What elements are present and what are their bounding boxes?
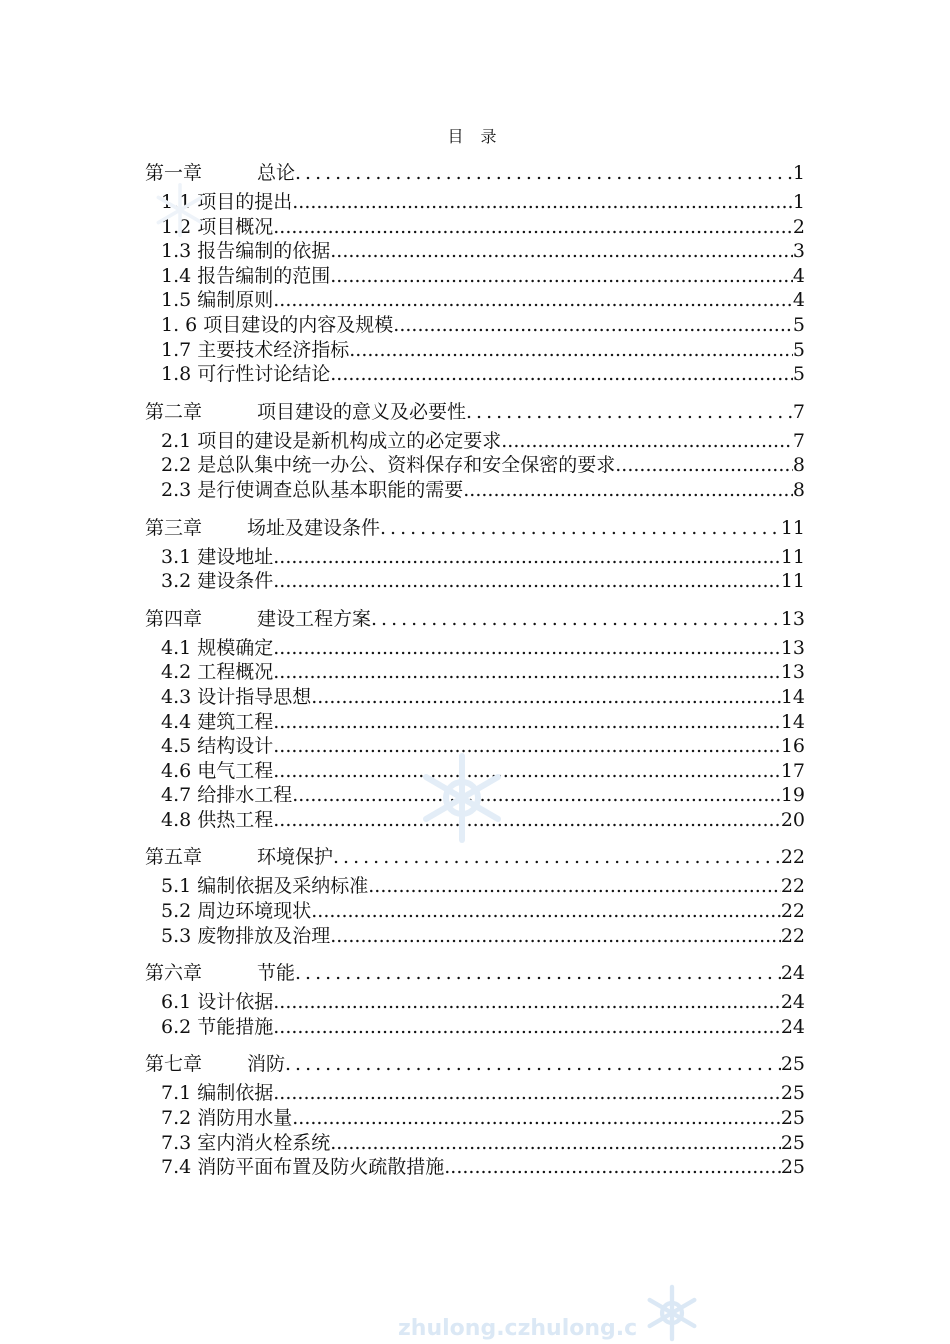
toc-chapter-entry[interactable] [145,602,805,636]
toc-leader-dots [295,956,781,990]
toc-section-entry[interactable] [145,660,805,685]
watermark-snowflake-icon [640,1282,704,1344]
toc-chapter-number: 第一章 [145,162,203,184]
toc-chapter-title: 环境保护 [257,846,334,869]
page-title: 目 录 [447,127,503,146]
toc-leader-dots [273,215,793,240]
toc-leader-dots [501,429,793,454]
toc-page-number: 3 [792,240,805,263]
toc-section-title: 2.3 是行使调查总队基本职能的需要 [161,478,464,501]
toc-page-number: 25 [780,1156,805,1179]
toc-section-entry[interactable] [145,215,805,240]
toc-chapter-label [145,840,333,874]
toc-section-title: 6.1 设计依据 [161,991,274,1014]
toc-page-number: 22 [780,900,805,923]
toc-section-entry[interactable] [145,313,805,338]
toc-leader-dots [273,734,781,759]
toc-chapter-label [145,1047,285,1081]
toc-leader-dots [349,338,793,363]
toc-leader-dots [330,362,793,387]
toc-gap [145,503,805,511]
toc-section-entry[interactable] [145,1081,805,1106]
toc-section-title: 4.8 供热工程 [161,808,274,831]
toc-section-entry[interactable] [145,874,805,899]
toc-section-entry[interactable] [145,239,805,264]
toc-chapter-number: 第五章 [145,846,203,869]
toc-section-entry[interactable] [145,338,805,363]
toc-chapter-title: 建设工程方案 [257,607,372,630]
toc-section-entry[interactable] [145,264,805,289]
toc-page-number: 13 [780,636,805,659]
toc-section-title: 4.2 工程概况 [161,661,274,684]
toc-leader-dots [273,569,781,594]
toc-page-number: 2 [792,215,805,238]
toc-section-title: 6.2 节能措施 [161,1015,274,1038]
toc-section-title: 1.2 项目概况 [161,215,274,238]
toc-page-number: 25 [780,1082,805,1105]
toc-page-number: 17 [780,759,805,782]
toc-section-entry[interactable] [145,990,805,1015]
toc-gap [145,594,805,602]
toc-section-title: 7.1 编制依据 [161,1082,274,1105]
toc-section-entry[interactable] [145,924,805,949]
toc-chapter-entry[interactable] [145,511,805,545]
toc-gap [145,387,805,395]
toc-leader-dots [273,990,781,1015]
toc-leader-dots [285,1047,781,1081]
toc-chapter-number: 第二章 [145,400,203,423]
toc-page-number: 24 [780,991,805,1014]
toc-chapter-title: 项目建设的意义及必要性 [257,400,467,423]
toc-section-entry[interactable] [145,1015,805,1040]
toc-leader-dots [292,190,793,215]
toc-page-number: 25 [780,1107,805,1130]
toc-page-number: 5 [792,338,805,361]
toc-leader-dots [368,874,781,899]
toc-leader-dots [311,899,781,924]
toc-chapter-entry[interactable] [145,956,805,990]
toc-gap [145,1039,805,1047]
table-of-contents [145,156,805,1180]
toc-section-entry[interactable] [145,636,805,661]
toc-chapter-title: 场址及建设条件 [247,516,381,539]
toc-leader-dots [371,602,781,636]
toc-page-number: 1 [792,191,805,213]
toc-leader-dots [295,156,793,190]
toc-page-number: 14 [780,685,805,708]
toc-leader-dots [330,924,781,949]
toc-chapter-title: 节能 [257,962,296,985]
toc-section-entry[interactable] [145,478,805,503]
toc-chapter-entry[interactable] [145,156,805,190]
toc-section-entry[interactable] [145,362,805,387]
toc-leader-dots [273,288,793,313]
toc-leader-dots [292,1106,781,1131]
toc-page-number: 22 [780,846,805,869]
toc-section-title: 1.3 报告编制的依据 [161,240,331,263]
toc-section-title: 7.4 消防平面布置及防火疏散措施 [161,1156,445,1179]
toc-page-number: 22 [780,924,805,947]
toc-section-entry[interactable] [145,429,805,454]
toc-section-title: 3.2 建设条件 [161,570,274,593]
toc-chapter-number: 第七章 [145,1053,203,1076]
toc-leader-dots [444,1155,781,1180]
toc-section-entry[interactable] [145,1131,805,1156]
toc-page-number: 8 [792,478,805,501]
toc-section-entry[interactable] [145,710,805,735]
toc-section-entry[interactable] [145,1106,805,1131]
toc-leader-dots [463,478,793,503]
toc-page-number: 11 [780,516,805,539]
toc-section-title: 5.2 周边环境现状 [161,900,312,923]
toc-section-title: 1.1 项目的提出 [161,191,293,213]
toc-section-entry[interactable] [145,288,805,313]
toc-leader-dots [273,545,781,570]
toc-section-title: 4.6 电气工程 [161,759,274,782]
toc-section-title: 2.1 项目的建设是新机构成立的必定要求 [161,429,502,452]
toc-leader-dots [330,264,793,289]
toc-leader-dots [273,636,781,661]
toc-leader-dots [292,783,781,808]
toc-section-title: 7.2 消防用水量 [161,1107,293,1130]
toc-section-entry[interactable] [145,453,805,478]
toc-page-number: 24 [780,1015,805,1038]
toc-page-number: 20 [780,808,805,831]
toc-chapter-number: 第四章 [145,607,203,630]
toc-page-number: 11 [780,545,805,568]
toc-leader-dots [273,1081,781,1106]
toc-page-number: 5 [792,363,805,386]
toc-section-title: 5.1 编制依据及采纳标准 [161,875,369,898]
toc-page-number: 1 [792,162,805,184]
toc-page-number: 5 [792,313,805,336]
toc-chapter-label [145,395,466,429]
toc-section-entry[interactable] [145,569,805,594]
toc-page-number: 13 [780,607,805,630]
toc-leader-dots [393,313,793,338]
toc-leader-dots [333,840,781,874]
toc-section-entry[interactable] [145,685,805,710]
toc-page-number: 25 [780,1053,805,1076]
toc-leader-dots [273,710,781,735]
toc-leader-dots [311,685,781,710]
toc-page-number: 8 [792,454,805,477]
toc-leader-dots [273,1015,781,1040]
toc-page-number: 25 [780,1131,805,1154]
toc-chapter-entry[interactable] [145,1047,805,1081]
toc-leader-dots [273,660,781,685]
toc-leader-dots [273,759,781,784]
toc-section-title: 1.5 编制原则 [161,289,274,312]
toc-page-number: 7 [792,429,805,452]
toc-chapter-title: 消防 [247,1053,286,1076]
toc-section-title: 1.4 报告编制的范围 [161,264,331,287]
toc-page-number: 22 [780,875,805,898]
toc-chapter-number: 第六章 [145,962,203,985]
toc-section-title: 4.1 规模确定 [161,636,274,659]
toc-section-title: 4.3 设计指导思想 [161,685,312,708]
watermark-snowflake-icon [150,180,210,240]
toc-leader-dots [380,511,781,545]
toc-section-title: 4.4 建筑工程 [161,710,274,733]
toc-page-number: 4 [792,264,805,287]
toc-section-title: 7.3 室内消火栓系统 [161,1131,331,1154]
toc-gap [145,948,805,956]
toc-section-title: 4.5 结构设计 [161,735,274,758]
toc-leader-dots [466,395,793,429]
toc-page-number: 11 [780,570,805,593]
toc-chapter-number: 第三章 [145,516,203,539]
toc-chapter-label [145,511,380,545]
toc-section-title: 1.7 主要技术经济指标 [161,338,350,361]
toc-section-entry[interactable] [145,1155,805,1180]
toc-page-number: 16 [780,735,805,758]
toc-section-entry[interactable] [145,899,805,924]
toc-chapter-entry[interactable] [145,395,805,429]
toc-section-title: 4.7 给排水工程 [161,784,293,807]
toc-section-title: 3.1 建设地址 [161,545,274,568]
toc-page-number: 14 [780,710,805,733]
toc-section-entry[interactable] [145,190,805,215]
toc-page-number: 13 [780,661,805,684]
watermark-text: zhulong.czhulong.c [398,1316,638,1341]
toc-section-title: 5.3 废物排放及治理 [161,924,331,947]
toc-section-title: 1.8 可行性讨论结论 [161,363,331,386]
toc-section-entry[interactable] [145,545,805,570]
toc-chapter-title: 总论 [257,162,296,184]
toc-leader-dots [330,1131,781,1156]
toc-chapter-label [145,602,371,636]
toc-page-number: 4 [792,289,805,312]
toc-leader-dots [615,453,793,478]
toc-page-number: 7 [792,400,805,423]
toc-section-title: 2.2 是总队集中统一办公、资料保存和安全保密的要求 [161,454,616,477]
toc-leader-dots [273,808,781,833]
toc-chapter-label [145,956,295,990]
toc-leader-dots [330,239,793,264]
toc-section-title: 1. 6 项目建设的内容及规模 [161,313,394,336]
toc-page-number: 19 [780,784,805,807]
watermark-snowflake-icon [412,748,512,848]
toc-page-number: 24 [780,962,805,985]
